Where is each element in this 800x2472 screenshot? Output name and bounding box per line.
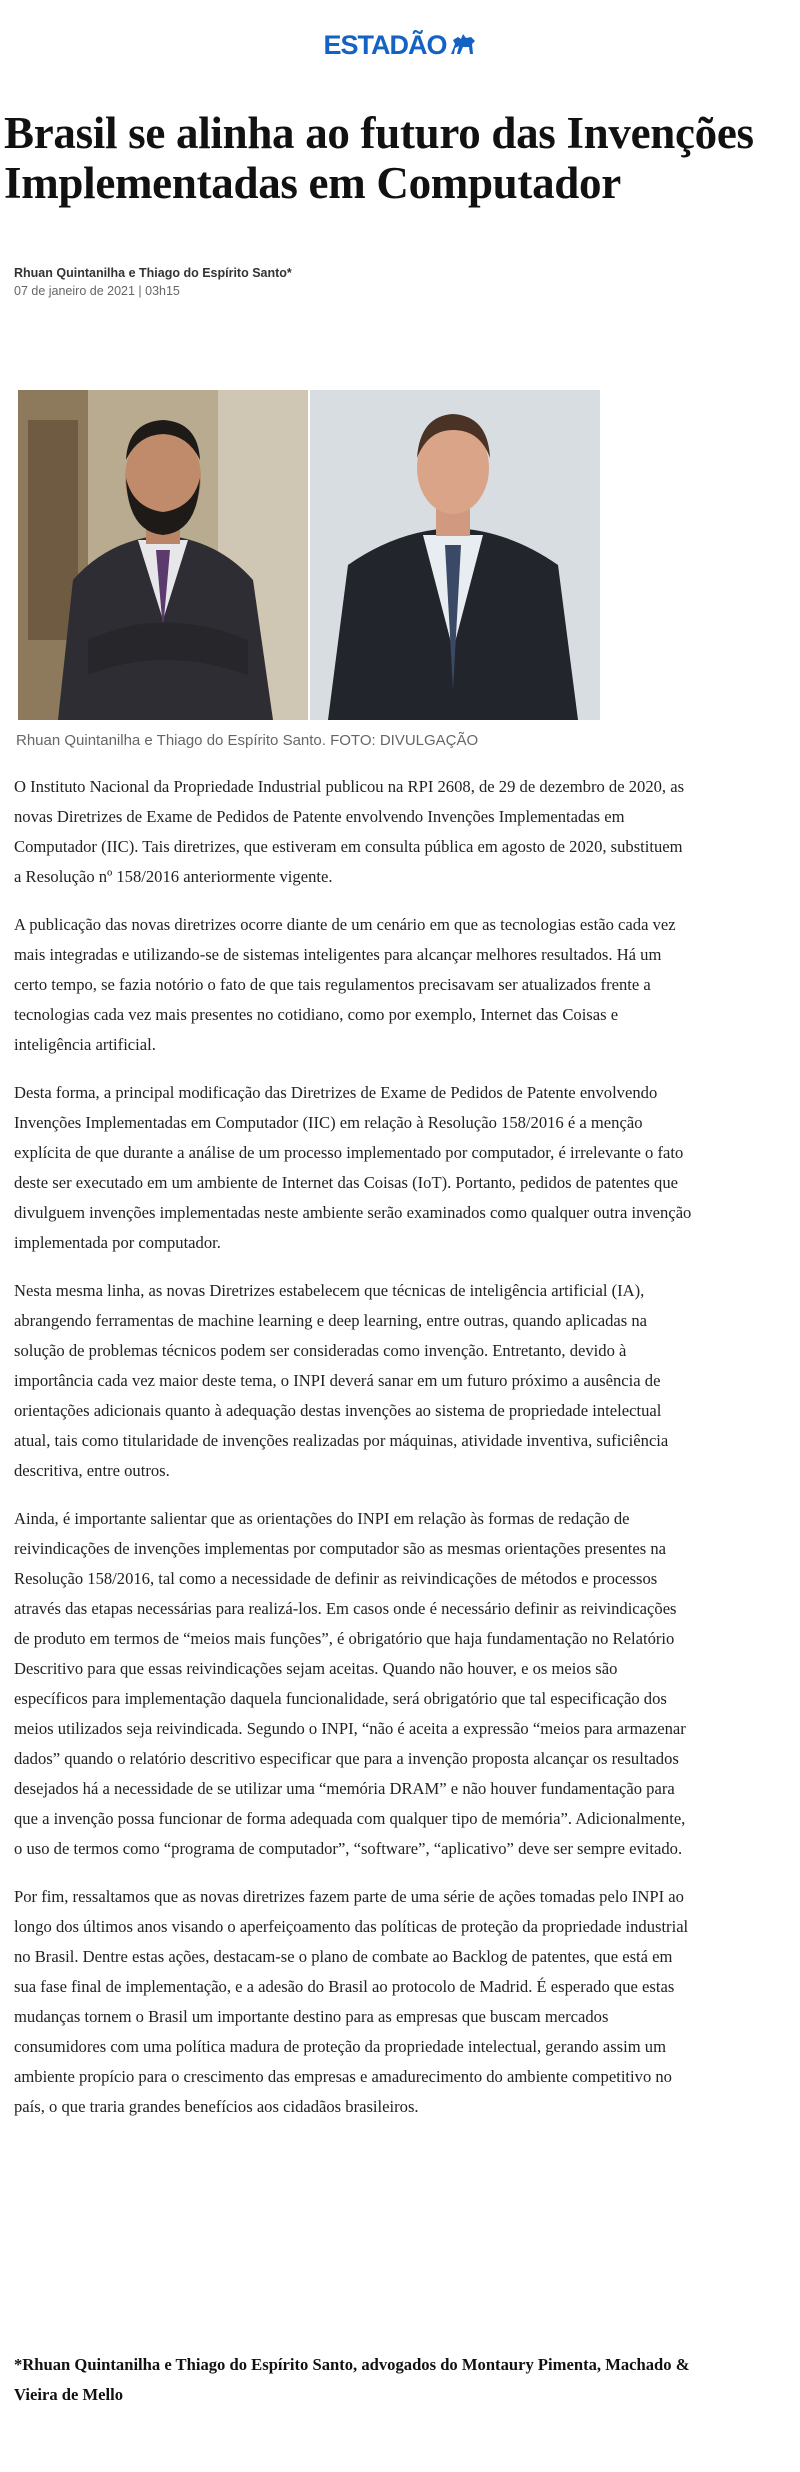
paragraph-1: O Instituto Nacional da Propriedade Industrial publicou na RPI 2608, de 29 de dezembro de 2020, as novas Diretrizes de Exame de Pedidos de Patente envolvendo Invenções Implementadas em Computador (IIC). Tais diretrizes, que estiveram em consulta pública em agosto de 2020, substituem a Resolução nº 158/2016 anteriormente vigente. xyxy=(14,777,685,886)
photo-caption: Rhuan Quintanilha e Thiago do Espírito Santo. FOTO: DIVULGAÇÃO xyxy=(16,732,479,749)
publish-date: 07 de janeiro de 2021 | 03h15 xyxy=(14,284,180,298)
paragraph-4: Nesta mesma linha, as novas Diretrizes estabelecem que técnicas de inteligência artificial (IA), abrangendo ferramentas de machine learning e deep learning, entre outras, quando aplicadas na solução de problemas técnicos podem ser consideradas como invenção. Entretanto, devido à importância cada vez maior deste tema, o INPI deverá sanar em um futuro próximo a ausência de orientações adicionais quanto à adequação destas invenções ao sistema de propriedade intelectual atual, tais como titularidade de invenções realizadas por máquinas, atividade inventiva, suficiência descritiva, entre outros. xyxy=(14,1281,669,1480)
byline xyxy=(14,264,292,300)
logo-text: ESTADÃO xyxy=(323,30,447,60)
article-body xyxy=(14,772,694,2140)
author-footnote: *Rhuan Quintanilha e Thiago do Espírito Santo, advogados do Montaury Pimenta, Machado & Vieira de Mello xyxy=(14,2355,690,2404)
horse-logo-icon xyxy=(449,32,477,56)
paragraph-2: A publicação das novas diretrizes ocorre diante de um cenário em que as tecnologias estão cada vez mais integradas e utilizando-se de sistemas inteligentes para alcançar melhores resultados. Há um certo tempo, se fazia notório o fato de que tais regulamentos precisavam ser atualizados frente a tecnologias cada vez mais presentes no cotidiano, como por exemplo, Internet das Coisas e inteligência artificial. xyxy=(14,915,676,1054)
photo-thiago xyxy=(310,390,600,720)
author-photos xyxy=(18,390,600,720)
paragraph-3: Desta forma, a principal modificação das Diretrizes de Exame de Pedidos de Patente envolvendo Invenções Implementadas em Computador (IIC) em relação à Resolução 158/2016 é a menção explícita de que durante a análise de um processo implementado por computador, é irrelevante o fato deste ser executado em um ambiente de Internet das Coisas (IoT). Portanto, pedidos de patentes que divulguem invenções implementadas neste ambiente serão examinados como qualquer outra invenção implementada por computador. xyxy=(14,1083,692,1252)
estadao-logo[interactable] xyxy=(0,30,800,61)
paragraph-5: Ainda, é importante salientar que as orientações do INPI em relação às formas de redação de reivindicações de invenções implementas por computador são as mesmas orientações presentes na Resolução 158/2016, tal como a necessidade de definir as reivindicações de métodos e processos através das etapas necessárias para realizá-los. Em casos onde é necessário definir as reivindicações de produto em termos de “meios mais funções”, é obrigatório que haja fundamentação no Relatório Descritivo para que essas reivindicações sejam aceitas. Quando não houver, e os meios são específicos para implementação daquela funcionalidade, será obrigatório que tal especificação dos meios utilizados seja reivindicada. Segundo o INPI, “não é aceita a expressão “meios para armazenar dados” quando o relatório descritivo especificar que para a invenção proposta alcançar os resultados desejados há a necessidade de se utilizar uma “memória DRAM” e não houver fundamentação para que a invenção possa funcionar de forma adequada com qualquer tipo de memória”. Adicionalmente, o uso de termos como “programa de computador”, “software”, “aplicativo” deve ser sempre evitado. xyxy=(14,1509,686,1858)
paragraph-6: Por fim, ressaltamos que as novas diretrizes fazem parte de uma série de ações tomadas pelo INPI ao longo dos últimos anos visando o aperfeiçoamento das políticas de proteção da propriedade industrial no Brasil. Dentre estas ações, destacam-se o plano de combate ao Backlog de patentes, que está em sua fase final de implementação, e a adesão do Brasil ao protocolo de Madrid. É esperado que estas mudanças tornem o Brasil um importante destino para as empresas que buscam mercados consumidores com uma política madura de proteção da propriedade intelectual, gerando assim um ambiente propício para o crescimento das empresas e amadurecimento do ambiente competitivo no país, o que traria grandes benefícios aos cidadãos brasileiros. xyxy=(14,1887,689,2116)
author: Rhuan Quintanilha e Thiago do Espírito Santo* xyxy=(14,266,292,280)
photo-rhuan xyxy=(18,390,308,720)
article-title: Brasil se alinha ao futuro das Invenções Implementadas em Computador xyxy=(4,108,754,208)
